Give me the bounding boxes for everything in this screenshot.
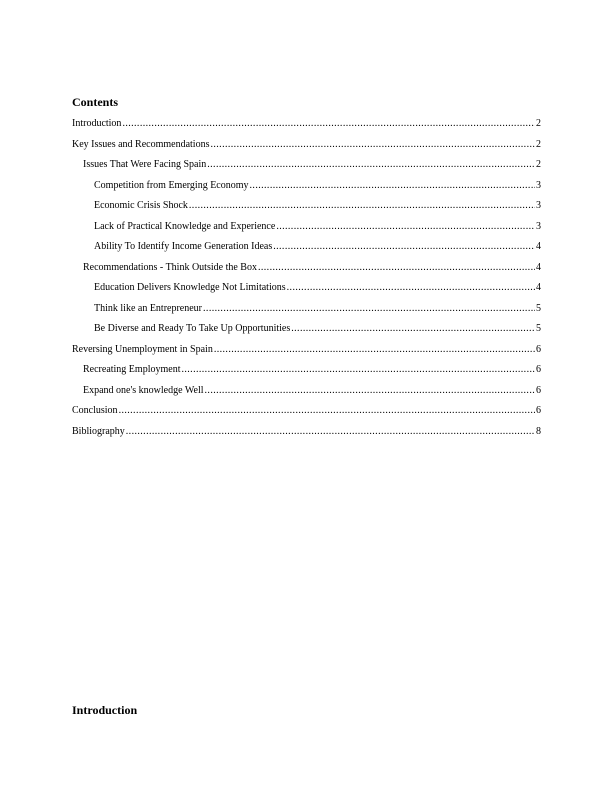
toc-dot-leader	[210, 138, 535, 151]
toc-entry-page: 4	[536, 261, 541, 273]
toc-entry-title: Reversing Unemployment in Spain	[72, 343, 213, 355]
toc-entry-page: 6	[536, 364, 541, 375]
toc-entry-economic-crisis[interactable]	[72, 199, 541, 220]
toc-dot-leader	[250, 179, 535, 192]
toc-dot-leader	[291, 322, 535, 335]
toc-dot-leader	[126, 425, 535, 438]
toc-entry-reversing-unemployment[interactable]	[72, 343, 541, 364]
toc-entry-income-generation[interactable]	[72, 240, 541, 261]
toc-dot-leader	[205, 384, 535, 397]
toc-entry-page: 8	[536, 425, 541, 437]
toc-entry-page: 4	[536, 282, 541, 293]
toc-entry-page: 5	[536, 323, 541, 334]
toc-entry-education[interactable]	[72, 281, 541, 302]
toc-entry-introduction[interactable]	[72, 117, 541, 138]
toc-entry-title: Bibliography	[72, 425, 125, 437]
toc-entry-lack-of-knowledge[interactable]	[72, 220, 541, 241]
toc-entry-page: 2	[536, 159, 541, 170]
toc-entry-expand-knowledge[interactable]	[72, 384, 541, 405]
toc-entry-entrepreneur[interactable]	[72, 302, 541, 323]
toc-entry-page: 6	[536, 343, 541, 355]
toc-entry-title: Conclusion	[72, 405, 118, 416]
toc-dot-leader	[181, 363, 535, 376]
toc-entry-title: Recreating Employment	[83, 364, 181, 375]
toc-entry-title: Economic Crisis Shock	[94, 200, 188, 211]
toc-entry-page: 5	[536, 302, 541, 314]
toc-entry-page: 2	[536, 118, 541, 129]
toc-entry-page: 6	[536, 405, 541, 416]
toc-dot-leader	[122, 117, 535, 130]
toc-dot-leader	[189, 199, 535, 212]
toc-heading: Contents	[72, 95, 119, 109]
toc-entry-title: Education Delivers Knowledge Not Limitations	[94, 282, 286, 293]
toc-dot-leader	[276, 220, 535, 233]
toc-dot-leader	[119, 404, 535, 417]
toc-dot-leader	[287, 281, 535, 294]
toc-entry-page: 3	[536, 179, 541, 191]
toc-dot-leader	[258, 261, 535, 274]
toc-entry-title: Expand one's knowledge Well	[83, 384, 204, 396]
toc-entry-title: Think like an Entrepreneur	[94, 302, 203, 314]
section-heading-introduction: Introduction	[72, 703, 138, 717]
toc-entry-page: 3	[536, 220, 541, 232]
toc-dot-leader	[203, 302, 535, 315]
toc-entry-recommendations[interactable]	[72, 261, 541, 282]
table-of-contents	[72, 117, 541, 445]
toc-entry-page: 3	[536, 200, 541, 211]
toc-entry-recreating-employment[interactable]	[72, 363, 541, 384]
toc-entry-competition[interactable]	[72, 179, 541, 200]
toc-entry-title: Introduction	[72, 118, 122, 129]
toc-entry-page: 6	[536, 384, 541, 396]
toc-entry-conclusion[interactable]	[72, 404, 541, 425]
toc-entry-be-diverse[interactable]	[72, 322, 541, 343]
toc-entry-title: Key Issues and Recommendations	[72, 138, 210, 150]
toc-dot-leader	[273, 240, 535, 253]
toc-entry-bibliography[interactable]	[72, 425, 541, 446]
toc-entry-key-issues[interactable]	[72, 138, 541, 159]
toc-entry-title: Competition from Emerging Economy	[94, 179, 249, 191]
toc-entry-title: Issues That Were Facing Spain	[83, 159, 207, 170]
toc-entry-title: Recommendations - Think Outside the Box	[83, 261, 257, 273]
toc-entry-page: 4	[536, 241, 541, 252]
toc-entry-title: Be Diverse and Ready To Take Up Opportunities	[94, 323, 291, 334]
toc-entry-issues-facing-spain[interactable]	[72, 158, 541, 179]
toc-entry-page: 2	[536, 138, 541, 150]
toc-entry-title: Lack of Practical Knowledge and Experience	[94, 220, 276, 232]
toc-dot-leader	[214, 343, 535, 356]
toc-dot-leader	[207, 158, 535, 171]
toc-entry-title: Ability To Identify Income Generation Ideas	[94, 241, 273, 252]
